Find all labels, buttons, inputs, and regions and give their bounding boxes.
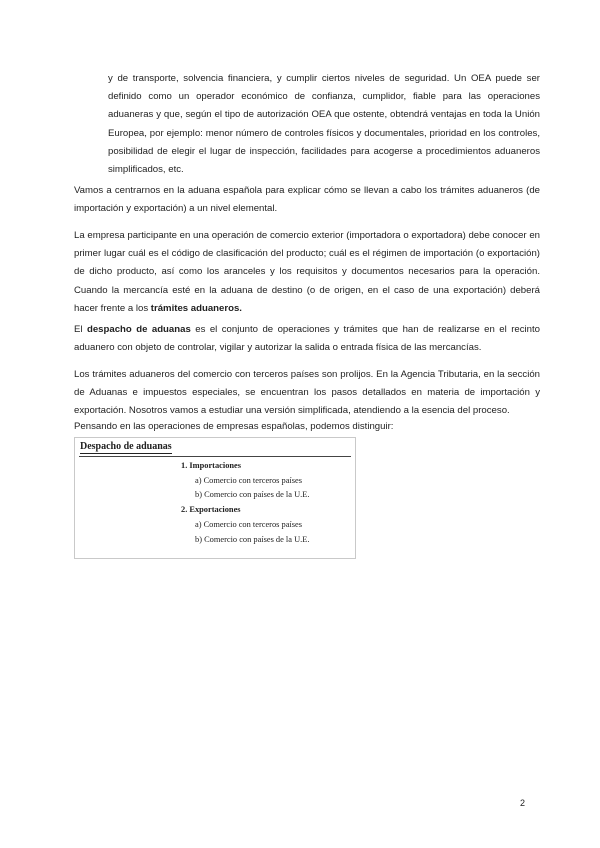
figure-exportaciones-b: b) Comercio con países de la U.E. (195, 535, 310, 544)
figure-importaciones-heading: 1. Importaciones (181, 461, 242, 470)
paragraph-despacho-definicion (74, 321, 540, 357)
paragraph-oea: y de transporte, solvencia financiera, y cumplir ciertos niveles de seguridad. Un OEA puede ser definido como un operador económico de confianza, cumplidor, fiable para las operaciones aduaneras y que, según el tipo de autorización OEA que ostente, obtendrá ventajas en toda la Unión Europea, por ejemplo: menor número de controles físicos y documentales, prioridad en los controles, posibilidad de elegir el lugar de inspección, facilidades para acogerse a procedimientos aduaneros simplificados, etc. (108, 73, 540, 176)
paragraph-aduana-espanola: Vamos a centrarnos en la aduana española para explicar cómo se llevan a cabo los trámites aduaneros (de importación y exportación) a un nivel elemental. (74, 185, 540, 215)
paragraph-despacho-pre: El (74, 324, 87, 335)
figure-importaciones-b: b) Comercio con países de la U.E. (195, 490, 310, 499)
despacho-aduanas-figure (74, 437, 356, 559)
paragraph-despacho-text: es el conjunto de operaciones y trámites que han de realizarse en el recinto aduanero con objeto de controlar, vigilar y autorizar la salida o entrada física de las mercancías. (74, 324, 541, 354)
figure-divider (79, 456, 351, 457)
figure-title: Despacho de aduanas (80, 441, 172, 452)
figure-exportaciones-heading: 2. Exportaciones (181, 505, 241, 514)
term-tramites-aduaneros: trámites aduaneros. (150, 302, 242, 314)
term-despacho-de-aduanas: despacho de aduanas (86, 324, 191, 335)
paragraph-distinguir: Pensando en las operaciones de empresas españolas, podemos distinguir: (74, 421, 394, 432)
paragraph-tramites-prolijos: Los trámites aduaneros del comercio con terceros países son prolijos. En la Agencia Tributaria, en la sección de Aduanas e impuestos especiales, se encuentran los pasos detallados en materia de importación y exportación. Nosotros vamos a estudiar una versión simplificada, atendiendo a la esencia del proceso. (74, 369, 540, 417)
figure-exportaciones-a: a) Comercio con terceros países (195, 520, 302, 529)
paragraph-empresa-participante (74, 227, 540, 318)
figure-importaciones-a: a) Comercio con terceros países (195, 476, 302, 485)
paragraph-empresa-text: La empresa participante en una operación de comercio exterior (importadora o exportadora) debe conocer en primer lugar cuál es el código de clasificación del producto; cuál es el régimen de importación (o exportación) de dicho producto, así como los aranceles y los requisitos y documentos necesarios para la operación. Cuando la mercancía esté en la aduana de destino (o de origen, en el caso de una exportación) deberá hacer frente a los (74, 230, 540, 314)
page-number: 2 (520, 798, 526, 808)
